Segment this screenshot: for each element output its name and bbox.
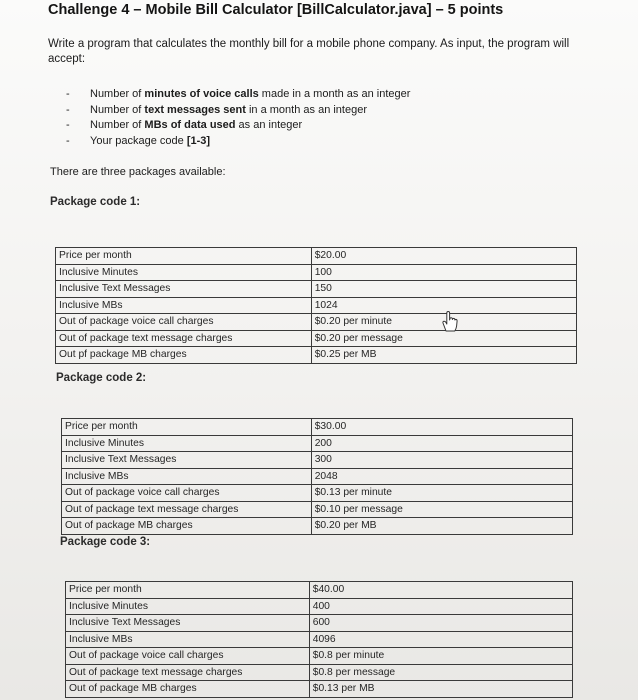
table-row: Price per month $20.00: [56, 248, 577, 265]
table-row: Out of package voice call charges $0.8 per minute: [66, 648, 573, 665]
package-2-heading: Package code 2:: [56, 372, 147, 384]
input-list: [66, 87, 410, 149]
table-row: Inclusive Minutes 400: [66, 598, 573, 615]
bullet-dash: -: [66, 103, 70, 116]
table-row: Out of package MB charges $0.20 per MB: [62, 518, 573, 535]
table-row: Inclusive Minutes 200: [62, 435, 573, 452]
bullet-dash: -: [66, 119, 70, 131]
table-row: Out of package text message charges $0.20 per message: [56, 330, 577, 347]
table-row: Inclusive Text Messages 150: [56, 281, 577, 298]
intro-paragraph: Write a program that calculates the monthly bill for a mobile phone company. As input, the program will accept:: [48, 38, 570, 65]
table-row: Inclusive Text Messages 600: [66, 615, 573, 632]
list-item: - Number of minutes of voice calls made in a month as an integer: [66, 87, 410, 103]
list-item: - Number of MBs of data used as an integer: [66, 118, 410, 134]
package-3-table: [65, 581, 573, 698]
table-row: Inclusive Text Messages 300: [62, 452, 573, 469]
table-row: Out of package voice call charges $0.20 per minute: [56, 314, 577, 331]
table-row: Out of package MB charges $0.13 per MB: [66, 681, 573, 698]
list-item: - Number of text messages sent in a month as an integer: [66, 103, 410, 119]
packages-intro: There are three packages available:: [50, 166, 226, 178]
package-1-heading: Package code 1:: [50, 196, 141, 208]
table-row: Price per month $30.00: [62, 419, 573, 436]
table-row: Inclusive MBs 4096: [66, 631, 573, 648]
bullet-dash: -: [66, 134, 70, 147]
table-row: Out pf package MB charges $0.25 per MB: [56, 347, 577, 364]
table-row: Out of package voice call charges $0.13 per minute: [62, 485, 573, 502]
table-row: Out of package text message charges $0.8 per message: [66, 664, 573, 681]
package-1-table: [55, 247, 577, 364]
table-row: Price per month $40.00: [66, 582, 573, 599]
package-3-heading: Package code 3:: [60, 536, 151, 548]
hand-cursor-icon: [440, 309, 460, 333]
table-row: Inclusive MBs 1024: [56, 297, 577, 314]
bullet-dash: -: [66, 88, 70, 100]
table-row: Out of package text message charges $0.10 per message: [62, 501, 573, 518]
page-title: Challenge 4 – Mobile Bill Calculator [BillCalculator.java] – 5 points: [48, 2, 504, 18]
table-row: Inclusive Minutes 100: [56, 264, 577, 281]
package-2-table: [61, 418, 573, 535]
table-row: Inclusive MBs 2048: [62, 468, 573, 485]
list-item: - Your package code [1-3]: [66, 134, 410, 150]
